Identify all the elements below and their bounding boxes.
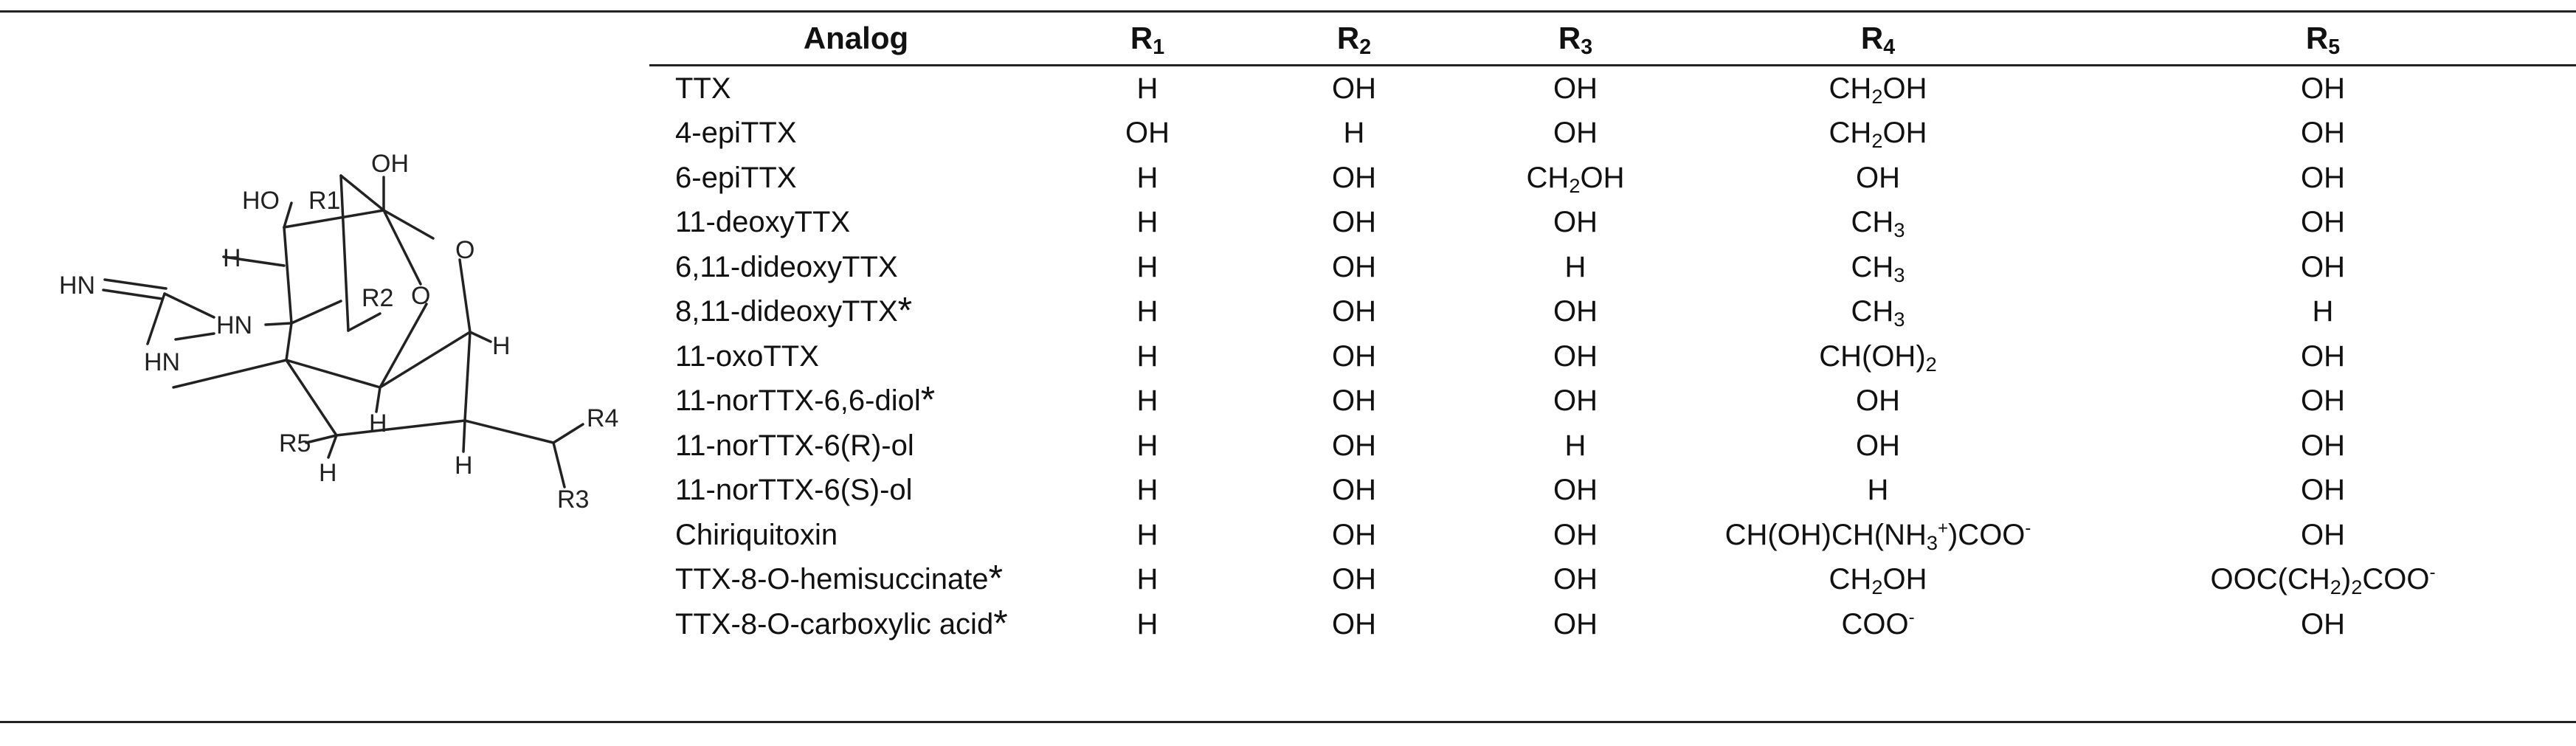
r1-cell: H xyxy=(1136,429,1158,462)
asterisk-marker: * xyxy=(920,379,936,421)
struct-label: O xyxy=(455,236,475,264)
r1-cell: H xyxy=(1136,250,1158,283)
r4-cell: $CH_2OH$ xyxy=(1829,117,1927,153)
bond xyxy=(465,421,553,443)
struct-label: HN xyxy=(144,348,181,376)
r1-cell: H xyxy=(1136,161,1158,194)
r1-cell: OH xyxy=(1125,117,1170,150)
r2-cell: OH xyxy=(1332,563,1376,596)
bond xyxy=(380,332,470,387)
r2-cell: OH xyxy=(1332,339,1376,373)
table-row xyxy=(660,513,2576,558)
bond xyxy=(148,294,165,344)
ttx-structure-svg xyxy=(44,133,657,546)
r3-cell: OH xyxy=(1553,518,1598,551)
bond xyxy=(284,203,291,227)
r2-cell: OH xyxy=(1332,206,1376,239)
table-row xyxy=(660,201,2576,246)
table-row xyxy=(660,469,2576,514)
r5-cell: OH xyxy=(2301,474,2345,507)
struct-label: HN xyxy=(216,311,253,339)
r1-cell: H xyxy=(1136,72,1158,105)
struct-label: H xyxy=(455,452,473,480)
bond xyxy=(284,227,291,323)
table-row xyxy=(660,334,2576,379)
r3-cell: $CH_2OH$ xyxy=(1526,161,1625,197)
r1-cell: H xyxy=(1136,384,1158,418)
r5-cell: OH xyxy=(2301,339,2345,373)
r3-cell: OH xyxy=(1553,295,1598,328)
r5-cell: OH xyxy=(2301,518,2345,551)
struct-label: R3 xyxy=(557,486,590,514)
top-rule xyxy=(0,10,2576,13)
r5-cell: OH xyxy=(2301,72,2345,105)
r1-cell: H xyxy=(1136,563,1158,596)
r1-cell: H xyxy=(1136,295,1158,328)
r2-cell: H xyxy=(1343,117,1365,150)
bond xyxy=(266,323,291,325)
r5-cell: OH xyxy=(2301,117,2345,150)
analog-name-cell: 4-epiTTX xyxy=(675,117,797,150)
bond xyxy=(341,176,348,331)
r3-cell: OH xyxy=(1553,474,1598,507)
struct-label: O xyxy=(411,282,431,310)
r3-cell: OH xyxy=(1553,339,1598,373)
r1-cell: H xyxy=(1136,607,1158,640)
struct-label: R2 xyxy=(362,284,394,312)
analog-name-cell: 11-oxoTTX xyxy=(675,339,819,373)
r4-cell: OH xyxy=(1856,161,1900,194)
r5-cell: OH xyxy=(2301,161,2345,194)
analog-name-cell: 11-norTTX-6,6-diol* xyxy=(675,379,936,421)
r4-cell: $CH(OH)CH(NH_3^+)COO^-$ xyxy=(1724,518,2031,554)
r4-cell: $CH_2OH$ xyxy=(1829,72,1927,108)
r3-cell: H xyxy=(1564,250,1586,283)
analog-name-cell: 11-norTTX-6(R)-ol xyxy=(675,429,914,462)
bond xyxy=(336,421,465,435)
header-analog: Analog xyxy=(803,21,909,55)
header-r3: $R_3$ xyxy=(1558,21,1593,60)
r1-cell: H xyxy=(1136,339,1158,373)
analog-name-cell: TTX-8-O-hemisuccinate* xyxy=(675,557,1004,599)
struct-label: H xyxy=(492,332,511,360)
analog-name-cell: 11-norTTX-6(S)-ol xyxy=(675,474,913,507)
table-row xyxy=(660,424,2576,469)
r4-cell: $CH_3$ xyxy=(1851,250,1905,286)
r1-cell: H xyxy=(1136,518,1158,551)
asterisk-marker: * xyxy=(993,602,1008,644)
bond xyxy=(103,290,162,299)
r2-cell: OH xyxy=(1332,295,1376,328)
r3-cell: OH xyxy=(1553,206,1598,239)
r4-cell: OH xyxy=(1856,429,1900,462)
r4-cell: $CH_3$ xyxy=(1851,295,1905,331)
struct-label: H xyxy=(319,459,337,487)
bond xyxy=(328,435,336,457)
r4-cell: COO- xyxy=(1841,607,1915,640)
r5-cell: OH xyxy=(2301,206,2345,239)
bond xyxy=(105,280,166,289)
header-r1: $R_1$ xyxy=(1130,21,1165,60)
r4-cell: $CH_2OH$ xyxy=(1829,563,1927,599)
struct-label: R4 xyxy=(587,404,619,432)
r2-cell: OH xyxy=(1332,607,1376,640)
header-r2: $R_2$ xyxy=(1336,21,1372,60)
r3-cell: H xyxy=(1564,429,1586,462)
table-row xyxy=(660,62,2576,111)
bond xyxy=(165,294,214,317)
table-header-row xyxy=(660,15,2576,62)
r2-cell: OH xyxy=(1332,474,1376,507)
r1-cell: H xyxy=(1136,206,1158,239)
bond xyxy=(553,424,583,443)
header-r5: $R_5$ xyxy=(2305,21,2341,60)
r5-cell: H xyxy=(2312,295,2334,328)
table-row xyxy=(660,156,2576,201)
bond xyxy=(376,387,380,412)
struct-label: OH xyxy=(371,150,409,178)
struct-label: HO xyxy=(242,187,280,215)
r3-cell: OH xyxy=(1553,384,1598,418)
r5-cell: $OOC(CH_2)_2COO^-$ xyxy=(2210,562,2436,599)
bond xyxy=(553,443,564,487)
struct-label: HN xyxy=(59,272,96,300)
header-r4: $R_4$ xyxy=(1860,21,1896,60)
bond xyxy=(291,301,341,323)
table-row xyxy=(660,602,2576,647)
bond xyxy=(286,323,291,360)
bond xyxy=(176,334,214,339)
table-row xyxy=(660,111,2576,156)
bond xyxy=(463,421,465,452)
r5-cell: OH xyxy=(2301,429,2345,462)
r2-cell: OH xyxy=(1332,161,1376,194)
r2-cell: OH xyxy=(1332,429,1376,462)
analog-name-cell: 8,11-dideoxyTTX* xyxy=(675,289,913,331)
table-row xyxy=(660,379,2576,424)
bond xyxy=(465,332,470,421)
r4-cell: $CH_3$ xyxy=(1851,206,1905,242)
r2-cell: OH xyxy=(1332,72,1376,105)
analog-name-cell: 11-deoxyTTX xyxy=(675,206,851,239)
bond xyxy=(173,360,286,387)
r5-cell: OH xyxy=(2301,607,2345,640)
bond xyxy=(470,332,491,342)
r3-cell: OH xyxy=(1553,563,1598,596)
bond xyxy=(341,176,384,210)
r4-cell: $CH(OH)_2$ xyxy=(1819,339,1937,376)
r4-cell: H xyxy=(1867,474,1889,507)
r5-cell: OH xyxy=(2301,250,2345,283)
analog-name-cell: 6-epiTTX xyxy=(675,161,797,194)
analog-name-cell: 6,11-dideoxyTTX xyxy=(675,250,898,283)
ttx-structure-diagram xyxy=(44,133,657,546)
r2-cell: OH xyxy=(1332,384,1376,418)
r3-cell: OH xyxy=(1553,607,1598,640)
table-row xyxy=(660,290,2576,335)
struct-label: H xyxy=(223,244,241,272)
table-body xyxy=(660,62,2576,647)
bond xyxy=(348,314,380,331)
r1-cell: H xyxy=(1136,474,1158,507)
asterisk-marker: * xyxy=(988,557,1004,599)
struct-label: H xyxy=(369,410,387,438)
bottom-rule xyxy=(0,721,2576,723)
asterisk-marker: * xyxy=(897,289,913,331)
analog-name-cell: TTX xyxy=(675,72,731,105)
r2-cell: OH xyxy=(1332,518,1376,551)
analog-name-cell: TTX-8-O-carboxylic acid* xyxy=(675,602,1008,644)
table-row xyxy=(660,558,2576,603)
struct-label: R5 xyxy=(279,429,311,457)
bond xyxy=(460,260,470,332)
bond xyxy=(380,304,427,387)
analog-table xyxy=(660,15,2576,647)
r2-cell: OH xyxy=(1332,250,1376,283)
struct-label: R1 xyxy=(308,187,341,215)
r3-cell: OH xyxy=(1553,72,1598,105)
r4-cell: OH xyxy=(1856,384,1900,418)
r5-cell: OH xyxy=(2301,384,2345,418)
table-row xyxy=(660,245,2576,290)
r3-cell: OH xyxy=(1553,117,1598,150)
analog-name-cell: Chiriquitoxin xyxy=(675,518,838,551)
